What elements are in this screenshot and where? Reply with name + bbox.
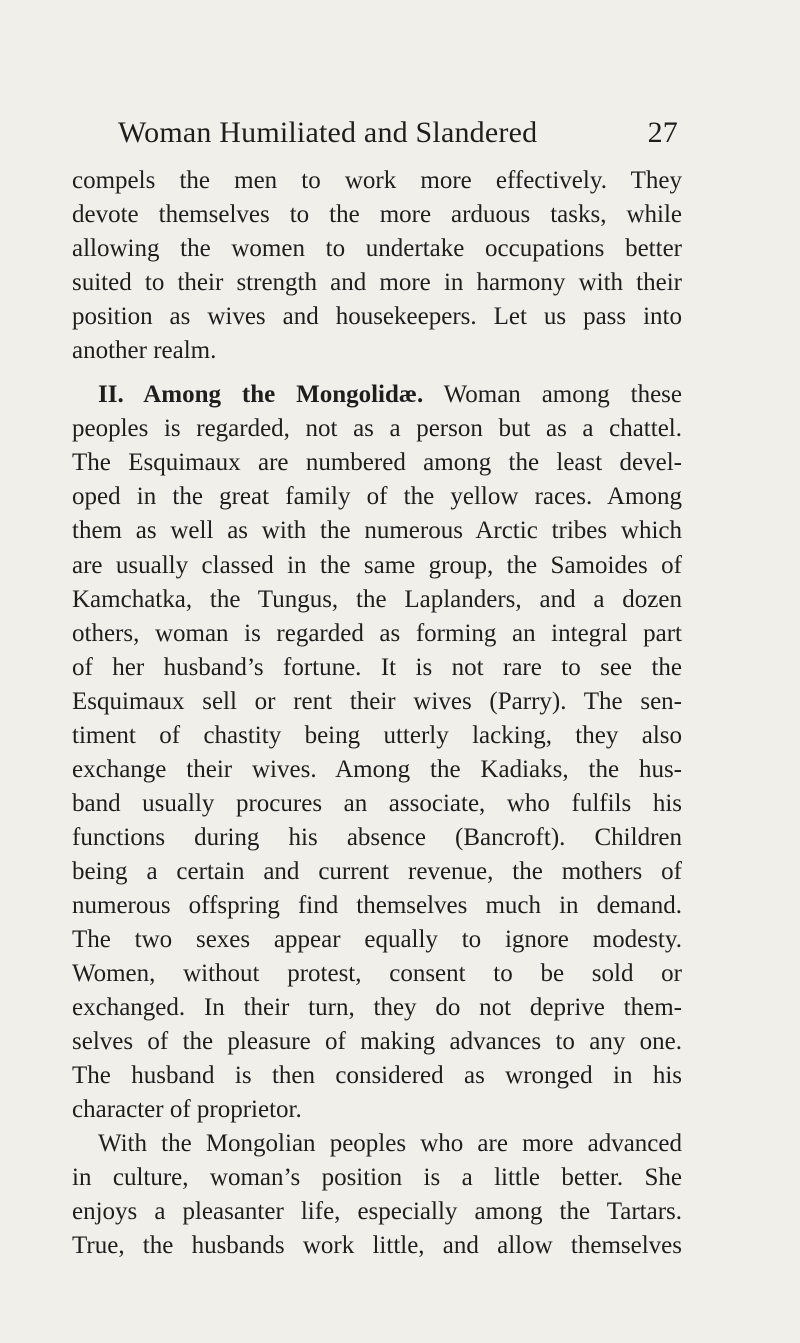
paragraph-2: [72, 378, 682, 1127]
text-line: suited to their strength and more in harmony with their: [72, 269, 682, 297]
heading-line-rest: Woman among these: [443, 381, 682, 409]
text-line: The Esquimaux are numbered among the least devel-: [72, 449, 682, 477]
text-line: [72, 378, 682, 412]
text-line: exchanged. In their turn, they do not deprive them-: [72, 994, 682, 1022]
paragraph-3: [72, 1127, 682, 1263]
text-line: numerous offspring find themselves much in demand.: [72, 891, 682, 919]
text-line: are usually classed in the same group, the Samoides of: [72, 551, 682, 579]
text-line: Esquimaux sell or rent their wives (Parry). The sen-: [72, 687, 682, 715]
page-number: 27: [647, 116, 678, 149]
text-line: enjoys a pleasanter life, especially among the Tartars.: [72, 1198, 682, 1226]
text-line: oped in the great family of the yellow races. Among: [72, 483, 682, 511]
text-line: Women, without protest, consent to be sold or: [72, 960, 682, 988]
text-line: peoples is regarded, not as a person but as a chattel.: [72, 415, 682, 443]
text-line: another realm.: [72, 337, 217, 365]
running-head-title: Woman Humiliated and Slandered: [118, 116, 538, 149]
text-line: them as well as with the numerous Arctic tribes which: [72, 517, 682, 545]
text-line: others, woman is regarded as forming an integral part: [72, 619, 682, 647]
text-line: character of proprietor.: [72, 1096, 302, 1124]
body-text: [72, 164, 682, 1264]
text-line: position as wives and housekeepers. Let us pass into: [72, 303, 682, 331]
text-line: functions during his absence (Bancroft). Children: [72, 823, 682, 851]
text-line: True, the husbands work little, and allow themselves: [72, 1232, 682, 1260]
section-heading: II. Among the Mongolidæ.: [98, 381, 424, 409]
paragraph-gap: [72, 368, 682, 378]
text-line: of her husband’s fortune. It is not rare to see the: [72, 653, 682, 681]
text-line: The husband is then considered as wronged in his: [72, 1062, 682, 1090]
text-line: allowing the women to undertake occupations better: [72, 235, 682, 263]
text-line: in culture, woman’s position is a little better. She: [72, 1164, 682, 1192]
text-line: With the Mongolian peoples who are more advanced: [98, 1130, 682, 1158]
text-line: band usually procures an associate, who fulfils his: [72, 789, 682, 817]
text-line: exchange their wives. Among the Kadiaks, the hus-: [72, 755, 682, 783]
text-line: timent of chastity being utterly lacking, they also: [72, 721, 682, 749]
running-head: [118, 113, 678, 153]
text-line: compels the men to work more effectively. They: [72, 167, 682, 194]
text-line: devote themselves to the more arduous tasks, while: [72, 201, 682, 229]
text-line: being a certain and current revenue, the mothers of: [72, 857, 682, 885]
text-line: Kamchatka, the Tungus, the Laplanders, and a dozen: [72, 585, 682, 613]
text-line: selves of the pleasure of making advances to any one.: [72, 1028, 682, 1056]
paragraph-1: [72, 164, 682, 368]
text-line: The two sexes appear equally to ignore modesty.: [72, 926, 682, 954]
